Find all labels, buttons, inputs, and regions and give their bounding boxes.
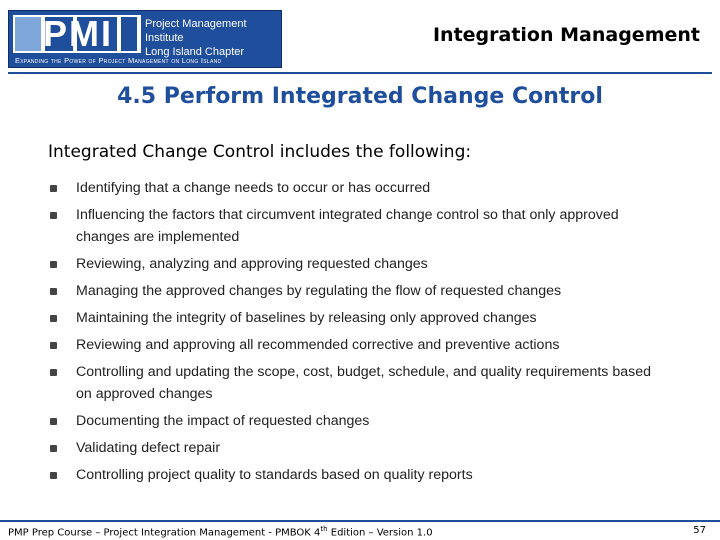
pmi-logo — [8, 10, 282, 68]
bullet-text: Identifying that a change needs to occur or has occurred — [76, 180, 431, 196]
bullet-icon — [50, 472, 57, 479]
bullet-icon — [50, 369, 57, 376]
bullet-text: Validating defect repair — [76, 440, 221, 456]
bullet-icon — [50, 212, 57, 219]
logo-tagline: Expanding the Power of Project Management on Long Island — [15, 56, 222, 65]
bullet-item — [50, 307, 670, 329]
bullet-item — [50, 177, 670, 199]
bullet-item — [50, 334, 670, 356]
logo-letters: PMI — [43, 13, 114, 54]
bullet-icon — [50, 445, 57, 452]
logo-org-name — [145, 17, 281, 59]
bullet-icon — [50, 261, 57, 268]
logo-line-1: Project Management Institute — [145, 18, 247, 44]
intro-text: Integrated Change Control includes the following: — [48, 142, 472, 162]
footer-edition-text: Edition – Version 1.0 — [327, 527, 433, 539]
bullet-text: Reviewing and approving all recommended corrective and preventive actions — [76, 337, 560, 353]
logo-block — [121, 17, 137, 51]
footer — [0, 520, 720, 540]
bullet-item — [50, 437, 670, 459]
bullet-icon — [50, 342, 57, 349]
slide-title: 4.5 Perform Integrated Change Control — [117, 84, 603, 109]
bullet-icon — [50, 185, 57, 192]
bullet-text: Influencing the factors that circumvent integrated change control so that only approved changes are implemented — [76, 207, 619, 245]
logo-block — [15, 17, 41, 51]
bullet-text: Documenting the impact of requested changes — [76, 413, 370, 429]
bullet-item — [50, 464, 670, 486]
pmi-logo-mark — [13, 15, 141, 53]
footer-course-info — [8, 525, 433, 538]
header-divider — [8, 72, 712, 74]
bullet-list — [50, 177, 670, 491]
bullet-text: Managing the approved changes by regulating the flow of requested changes — [76, 283, 562, 299]
bullet-text: Controlling and updating the scope, cost, budget, schedule, and quality requirements based on approved changes — [76, 364, 651, 402]
bullet-text: Controlling project quality to standards based on quality reports — [76, 467, 473, 483]
footer-superscript: th — [320, 525, 328, 533]
bullet-icon — [50, 315, 57, 322]
bullet-item — [50, 361, 670, 405]
bullet-text: Reviewing, analyzing and approving requested changes — [76, 256, 428, 272]
footer-divider — [0, 520, 720, 522]
bullet-item — [50, 253, 670, 275]
footer-course-text: PMP Prep Course – Project Integration Management - PMBOK 4 — [8, 527, 321, 539]
bullet-icon — [50, 418, 57, 425]
bullet-icon — [50, 288, 57, 295]
section-title: Integration Management — [432, 24, 700, 46]
bullet-text: Maintaining the integrity of baselines by releasing only approved changes — [76, 310, 537, 326]
bullet-item — [50, 280, 670, 302]
logo-line-2: Long Island Chapter — [145, 46, 245, 58]
bullet-item — [50, 410, 670, 432]
page-number: 57 — [693, 525, 706, 536]
bullet-item — [50, 204, 670, 248]
